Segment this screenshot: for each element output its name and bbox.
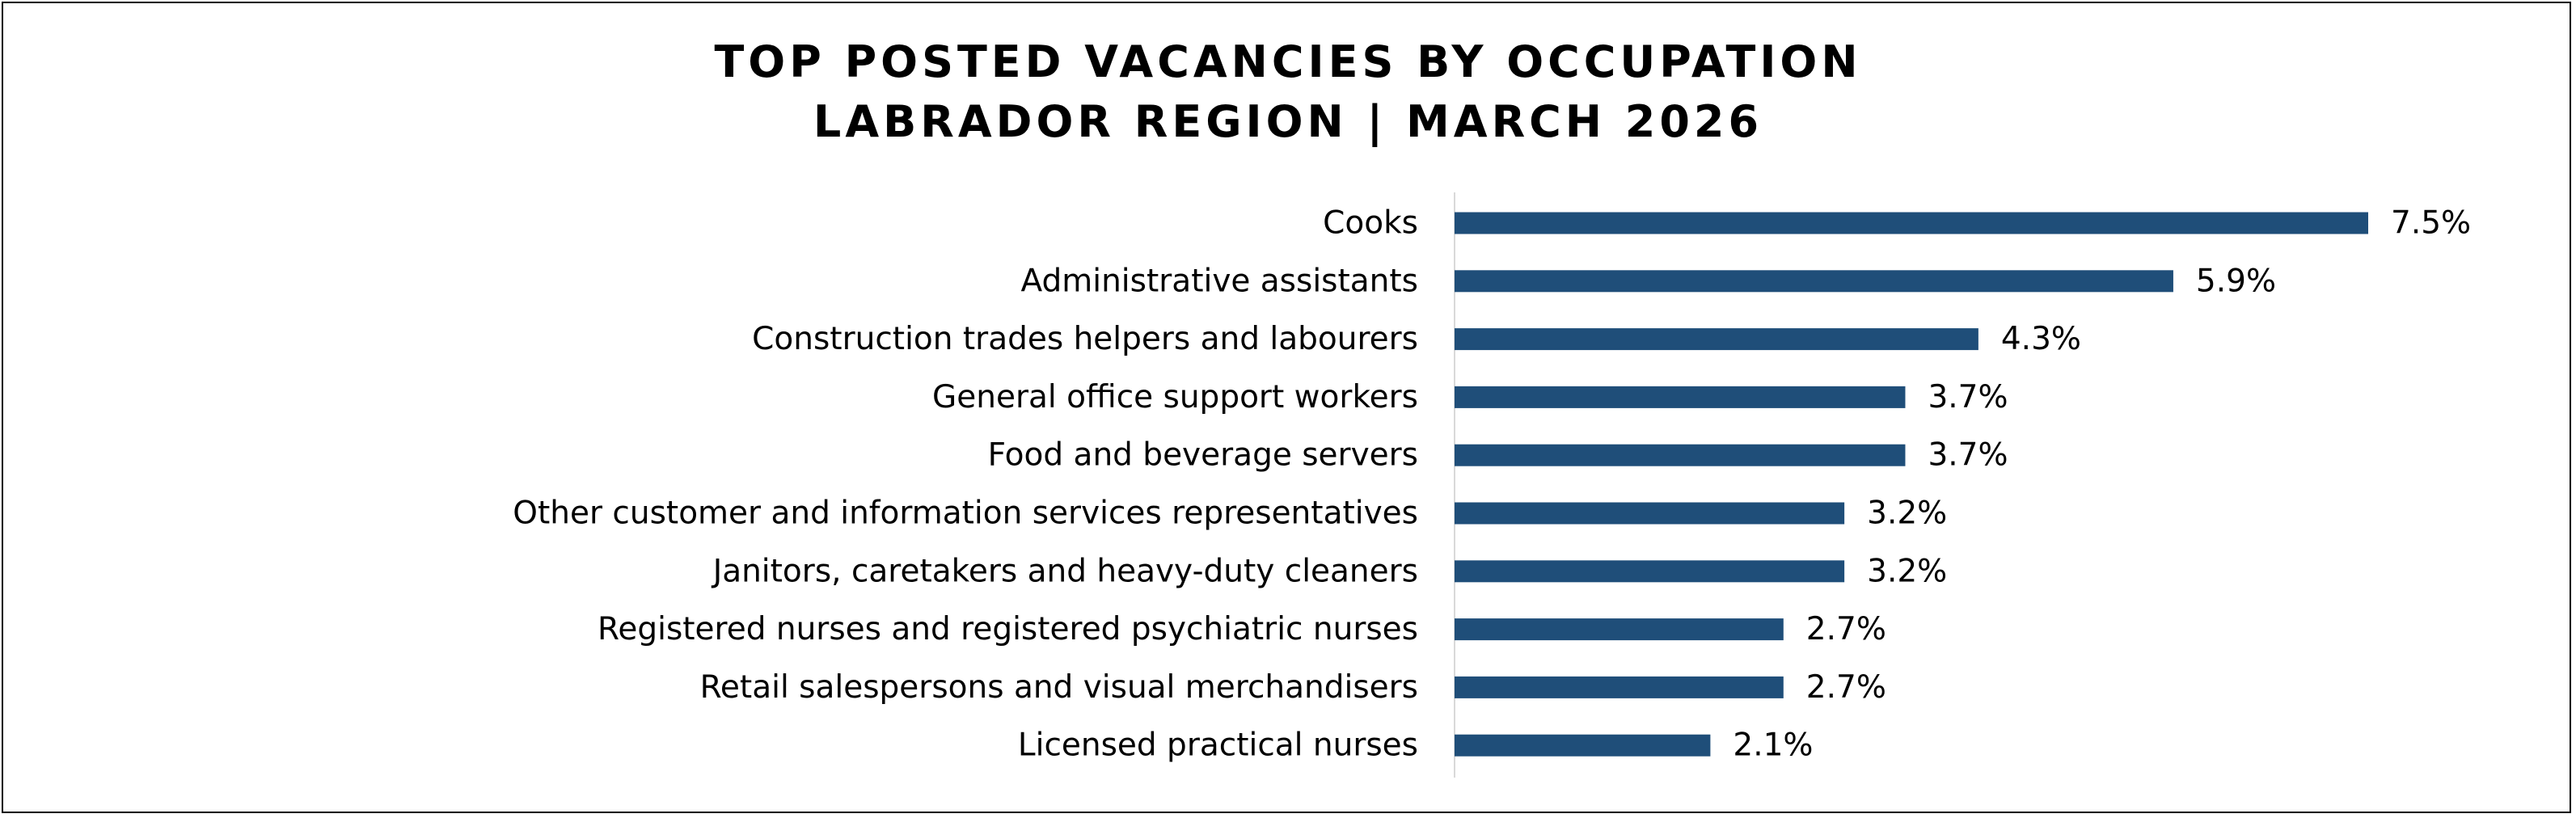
data-label: 3.7%: [1928, 436, 2008, 474]
bar: [1455, 386, 1905, 408]
data-label: 4.3%: [2000, 321, 2081, 358]
category-label: Licensed practical nurses: [1017, 727, 1418, 764]
category-label: Cooks: [1323, 204, 1418, 242]
category-label: Other customer and information services representatives: [513, 495, 1418, 532]
data-label: 3.2%: [1867, 553, 1948, 590]
bar: [1455, 735, 1710, 757]
bar: [1455, 213, 2368, 234]
category-label: Food and beverage servers: [987, 436, 1418, 474]
chart-subtitle: LABRADOR REGION | MARCH 2026: [813, 96, 1763, 147]
chart-title: TOP POSTED VACANCIES BY OCCUPATION: [714, 36, 1862, 87]
data-label: 7.5%: [2391, 204, 2472, 242]
bar: [1455, 270, 2173, 292]
bar: [1455, 503, 1844, 525]
data-label: 2.1%: [1733, 727, 1814, 764]
data-label: 3.2%: [1867, 495, 1948, 532]
bar: [1455, 560, 1844, 582]
data-label: 2.7%: [1805, 611, 1886, 648]
bar: [1455, 445, 1905, 466]
bar: [1455, 328, 1978, 350]
category-label: Retail salespersons and visual merchandisers: [699, 668, 1418, 706]
data-label: 3.7%: [1928, 378, 2008, 415]
category-label: Registered nurses and registered psychiatric nurses: [598, 611, 1418, 648]
category-label: Construction trades helpers and labourers: [752, 321, 1418, 358]
category-label: Janitors, caretakers and heavy-duty cleaners: [712, 553, 1418, 590]
bar: [1455, 677, 1784, 698]
data-label: 5.9%: [2195, 263, 2277, 300]
category-label: Administrative assistants: [1020, 263, 1418, 300]
category-label: General office support workers: [932, 378, 1418, 415]
data-label: 2.7%: [1805, 668, 1886, 706]
bar: [1455, 618, 1784, 640]
